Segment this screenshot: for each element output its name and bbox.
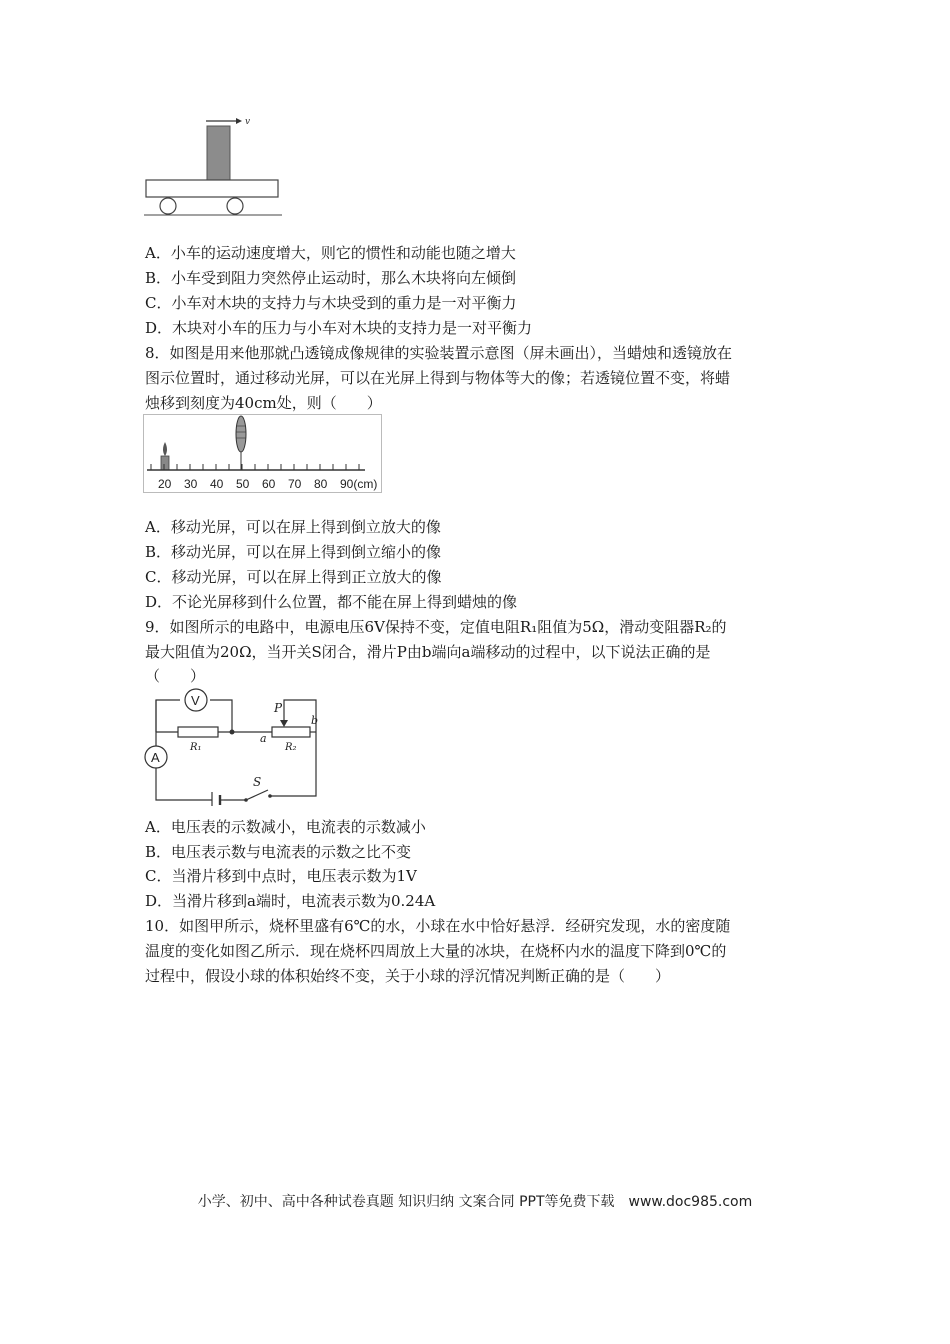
b-label: b bbox=[311, 714, 319, 727]
circuit-figure bbox=[140, 686, 325, 806]
slider-p bbox=[280, 720, 288, 727]
q8-option-c: C．移动光屏，可以在屏上得到正立放大的像 bbox=[145, 568, 442, 586]
cart-wheel-right bbox=[227, 198, 243, 214]
q9-option-b: B．电压表示数与电流表的示数之比不变 bbox=[145, 843, 412, 861]
q10-stem-line-2: 温度的变化如图乙所示．现在烧杯四周放上大量的冰块，在烧杯内水的温度下降到0℃的 bbox=[145, 942, 727, 960]
ruler-label-20: 20 bbox=[158, 477, 172, 491]
q9-option-a: A．电压表的示数减小，电流表的示数减小 bbox=[145, 818, 426, 836]
q8-stem-line-1: 8．如图是用来他那就凸透镜成像规律的实验装置示意图（屏未画出），当蜡烛和透镜放在 bbox=[145, 344, 733, 362]
p-label: P bbox=[274, 701, 283, 715]
q9-option-d: D．当滑片移到a端时，电流表示数为0.24A bbox=[145, 892, 436, 910]
q8-option-a: A．移动光屏，可以在屏上得到倒立放大的像 bbox=[145, 518, 441, 536]
cart-wheel-left bbox=[160, 198, 176, 214]
q7-option-d: D．木块对小车的压力与小车对木块的支持力是一对平衡力 bbox=[145, 319, 533, 337]
q10-stem-line-1: 10．如图甲所示，烧杯里盛有6℃的水，小球在水中恰好悬浮．经研究发现，水的密度随 bbox=[145, 917, 731, 935]
q9-stem-line-1: 9．如图所示的电路中，电源电压6V保持不变，定值电阻R₁阻值为5Ω，滑动变阻器R₂的 bbox=[145, 618, 727, 636]
ruler-label-70: 70 bbox=[288, 477, 302, 491]
switch-s bbox=[246, 790, 268, 800]
ruler-label-30: 30 bbox=[184, 477, 198, 491]
rheostat-r2 bbox=[272, 727, 310, 737]
ruler-label-90cm: 90(cm) bbox=[340, 477, 378, 491]
ammeter-label: A bbox=[151, 750, 160, 765]
q8-option-b: B．移动光屏，可以在屏上得到倒立缩小的像 bbox=[145, 543, 442, 561]
q8-option-d: D．不论光屏移到什么位置，都不能在屏上得到蜡烛的像 bbox=[145, 593, 518, 611]
s-label: S bbox=[253, 775, 262, 789]
wood-block bbox=[207, 126, 230, 180]
cart-block-figure bbox=[140, 112, 290, 220]
velocity-label: v bbox=[245, 117, 251, 127]
q9-option-c: C．当滑片移到中点时，电压表示数为1V bbox=[145, 867, 417, 885]
q8-stem-line-2: 图示位置时，通过移动光屏，可以在光屏上得到与物体等大的像；若透镜位置不变，将蜡 bbox=[145, 369, 731, 387]
r1-label: R₁ bbox=[190, 742, 202, 753]
q7-option-a: A．小车的运动速度增大，则它的惯性和动能也随之增大 bbox=[145, 244, 516, 262]
q9-stem-line-2: 最大阻值为20Ω，当开关S闭合，滑片P由b端向a端移动的过程中，以下说法正确的是 bbox=[145, 643, 711, 661]
r2-label: R₂ bbox=[285, 742, 297, 753]
cart-body bbox=[146, 180, 278, 197]
page-footer: 小学、初中、高中各种试卷真题 知识归纳 文案合同 PPT等免费下载 www.doc985.com bbox=[197, 1194, 753, 1210]
optical-bench-figure bbox=[143, 414, 385, 496]
voltmeter-label: V bbox=[191, 693, 200, 708]
ruler-label-50: 50 bbox=[236, 477, 250, 491]
q9-stem-line-3: （ ） bbox=[145, 667, 206, 685]
q7-option-b: B．小车受到阻力突然停止运动时，那么木块将向左倾倒 bbox=[145, 269, 517, 287]
q10-stem-line-3: 过程中，假设小球的体积始终不变，关于小球的浮沉情况判断正确的是（ ） bbox=[145, 967, 671, 985]
ruler-label-80: 80 bbox=[314, 477, 328, 491]
resistor-r1 bbox=[178, 727, 218, 737]
q7-option-c: C．小车对木块的支持力与木块受到的重力是一对平衡力 bbox=[145, 294, 517, 312]
a-label: a bbox=[260, 732, 267, 745]
ruler-label-40: 40 bbox=[210, 477, 224, 491]
ruler-label-60: 60 bbox=[262, 477, 276, 491]
q8-stem-line-3: 烛移到刻度为40cm处，则（ ） bbox=[145, 394, 382, 412]
